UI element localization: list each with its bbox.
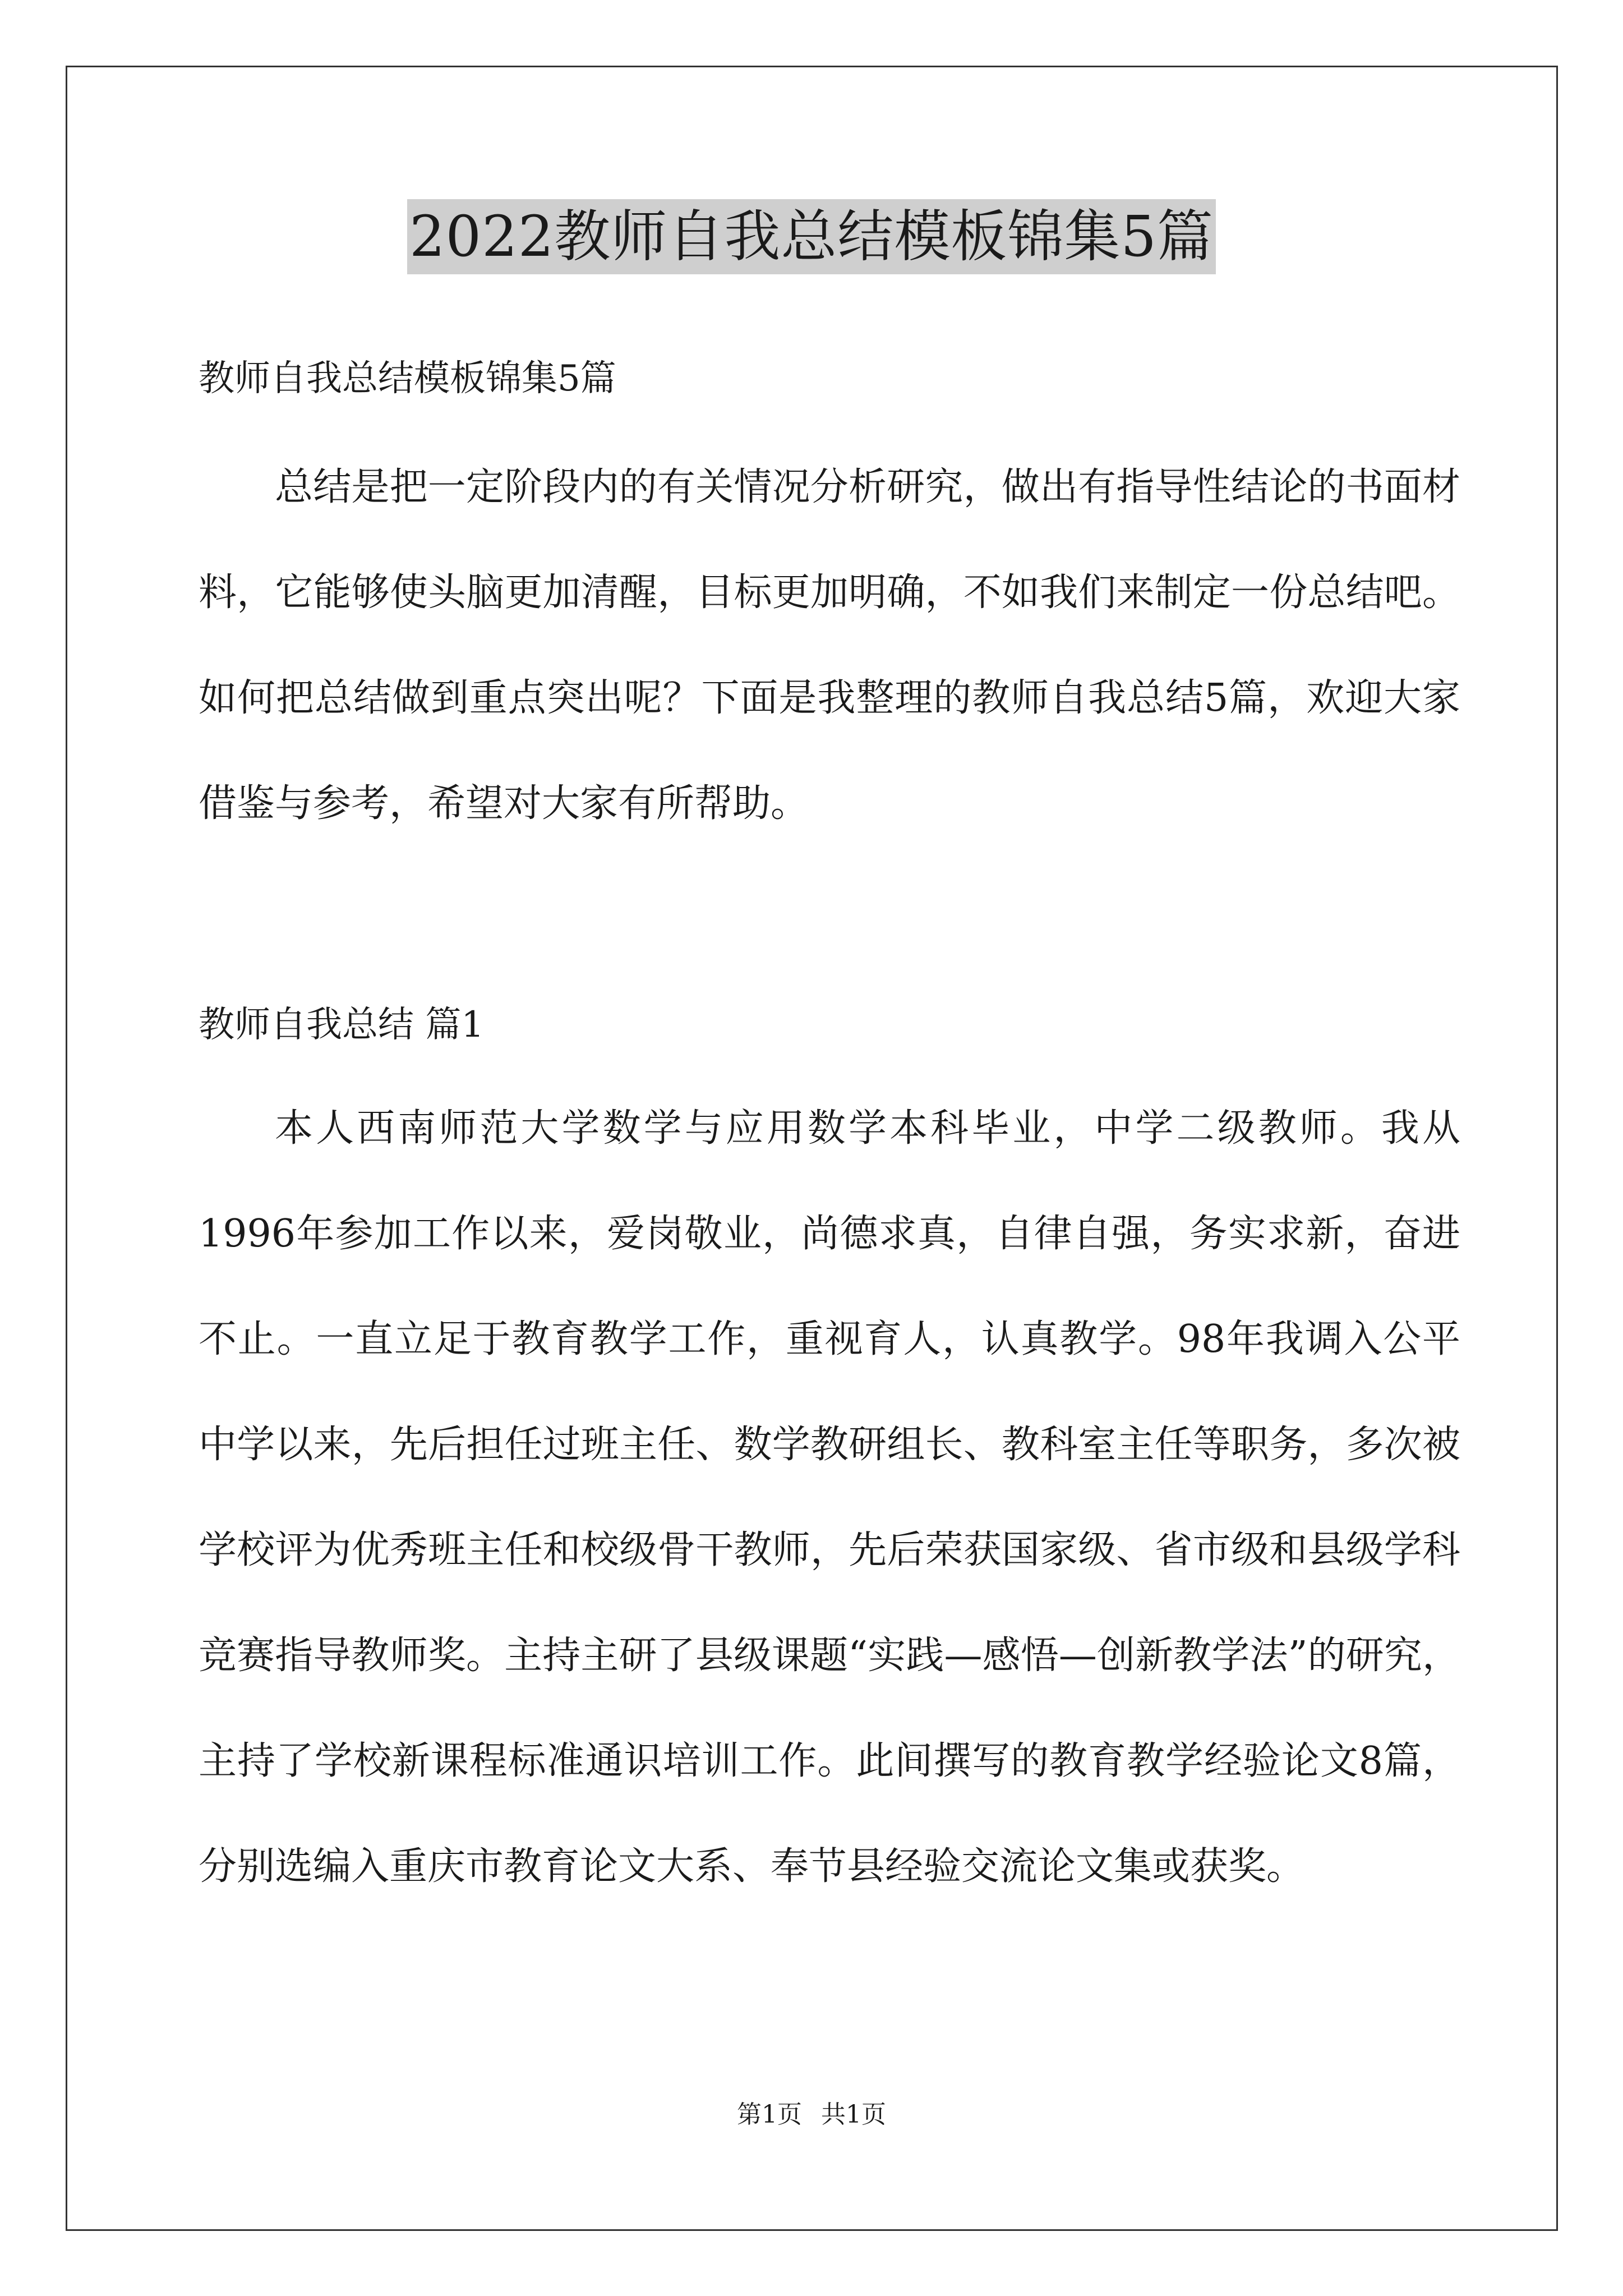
page-number-total: 共1页 [821, 2100, 886, 2129]
section-paragraph: 本人西南师范大学数学与应用数学本科毕业，中学二级教师。我从1996年参加工作以来，爱岗敬业，尚德求真，自律自强，务实求新，奋进不止。一直立足于教育教学工作，重视育人，认真教学。98年我调入公平中学以来，先后担任过班主任、数学教研组长、教科室主任等职务，多次被学校评为优秀班主任和校级骨干教师，先后荣获国家级、省市级和县级学科竞赛指导教师奖。主持主研了县级课题“实践—感悟—创新教学法”的研究，主持了学校新课程标准通识培训工作。此间撰写的教育教学经验论文8篇，分别选编入重庆市教育论文大系、奉节县经验交流论文集或获奖。 [199, 1106, 1460, 1889]
document-subtitle: 教师自我总结模板锦集5篇 [199, 358, 616, 399]
page-number-current: 第1页 [737, 2100, 802, 2129]
intro-paragraph: 总结是把一定阶段内的有关情况分析研究，做出有指导性结论的书面材料，它能够使头脑更加清醒，目标更加明确，不如我们来制定一份总结吧。如何把总结做到重点突出呢？下面是我整理的教师自我总结5篇，欢迎大家借鉴与参考，希望对大家有所帮助。 [199, 465, 1460, 826]
section-heading: 教师自我总结 篇1 [199, 1004, 485, 1046]
page-footer [0, 2098, 1623, 2132]
title-container [0, 199, 1623, 274]
document-title: 2022教师自我总结模板锦集5篇 [407, 199, 1216, 274]
